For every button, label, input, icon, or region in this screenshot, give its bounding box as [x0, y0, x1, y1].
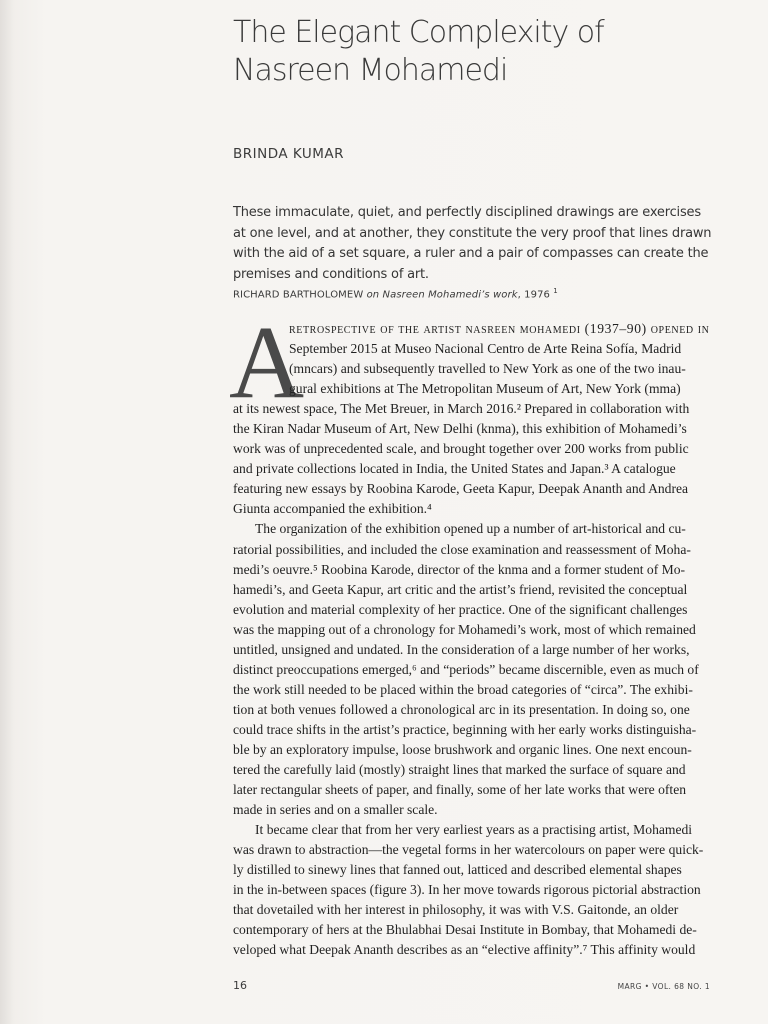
epigraph-line: premises and conditions of art.: [233, 266, 429, 282]
epigraph-credit: [233, 287, 558, 300]
epigraph-credit-work: Nasreen Mohamedi’s work: [382, 289, 518, 301]
body-line: ble by an exploratory impulse, loose brushwork and organic lines. One next encoun-: [233, 741, 692, 757]
body-line: medi’s oeuvre.⁵ Roobina Karode, director of the knma and a former student of Mo-: [233, 561, 686, 577]
body-line: It became clear that from her very earliest years as a practising artist, Mohamedi: [255, 822, 693, 838]
body-line: retrospective of the artist nasreen mohamedi (1937–90) opened in: [289, 321, 710, 336]
body-line: and private collections located in India, the United States and Japan.³ A catalogue: [233, 461, 676, 477]
body-line: ly distilled to sinewy lines that fanned out, latticed and described elemental shapes: [233, 862, 682, 878]
body-line: in the in-between spaces (figure 3). In her move towards rigorous pictorial abstraction: [233, 882, 701, 898]
article-body: [233, 319, 711, 961]
epigraph-line: with the aid of a set square, a ruler and a pair of compasses can create the: [233, 246, 709, 261]
body-line: at its newest space, The Met Breuer, in March 2016.² Prepared in collaboration with: [233, 401, 690, 417]
body-line: ratorial possibilities, and included the close examination and reassessment of Moha-: [233, 541, 691, 557]
body-line: September 2015 at Museo Nacional Centro de Arte Reina Sofía, Madrid: [289, 341, 682, 357]
body-line: was drawn to abstraction—the vegetal forms in her watercolours on paper were quick-: [233, 842, 704, 858]
footnote-ref: 1: [553, 287, 558, 295]
body-line: the work still needed to be placed within the broad categories of “circa”. The exhibi-: [233, 681, 693, 697]
running-footer: MARG • VOL. 68 NO. 1: [617, 982, 710, 991]
epigraph-credit-name: RICHARD BARTHOLOMEW: [233, 289, 364, 301]
body-line: contemporary of hers at the Bhulabhai Desai Institute in Bombay, that Mohamedi de-: [233, 922, 697, 938]
epigraph-line: at one level, and at another, they constitute the very proof that lines drawn: [233, 225, 712, 241]
gutter-shadow: [0, 0, 14, 1024]
epigraph-credit-year: , 1976: [517, 289, 551, 301]
epigraph-credit-on: on: [366, 289, 380, 301]
body-line: featuring new essays by Roobina Karode, Geeta Kapur, Deepak Ananth and Andrea: [233, 481, 689, 497]
body-line: made in series and on a smaller scale.: [233, 802, 438, 818]
body-line: tered the carefully laid (mostly) straight lines that marked the surface of square and: [233, 762, 686, 778]
page-number: 16: [233, 979, 247, 992]
article-title-line-1: The Elegant Complexity of: [233, 15, 604, 50]
author-byline: BRINDA KUMAR: [233, 146, 345, 162]
article-title-line-2: Nasreen Mohamedi: [233, 53, 508, 88]
body-line: that dovetailed with her interest in philosophy, it was with V.S. Gaitonde, an older: [233, 902, 679, 918]
epigraph-line: These immaculate, quiet, and perfectly disciplined drawings are exercises: [233, 205, 701, 220]
body-line: gural exhibitions at The Metropolitan Museum of Art, New York (mma): [289, 381, 681, 397]
body-line: untitled, unsigned and undated. In the consideration of a large number of her works,: [233, 641, 690, 657]
body-line: work was of unprecedented scale, and brought together over 200 works from public: [233, 441, 689, 457]
epigraph-quote: [233, 203, 733, 285]
body-line: the Kiran Nadar Museum of Art, New Delhi (knma), this exhibition of Mohamedi’s: [233, 421, 687, 437]
body-line: Giunta accompanied the exhibition.⁴: [233, 501, 432, 517]
body-line: tion at both venues followed a chronological arc in its presentation. In doing so, one: [233, 701, 690, 717]
body-line: later rectangular sheets of paper, and finally, some of her late works that were often: [233, 782, 687, 798]
body-line: veloped what Deepak Ananth describes as an “elective affinity”.⁷ This affinity would: [233, 942, 696, 958]
drop-cap: A: [229, 305, 305, 420]
body-line: hamedi’s, and Geeta Kapur, art critic and the artist’s friend, revisited the conceptual: [233, 581, 688, 597]
body-line: could trace shifts in the artist’s practice, beginning with her early works distinguisha-: [233, 721, 697, 737]
body-line: (mncars) and subsequently travelled to New York as one of the two inau-: [289, 361, 686, 377]
body-line: The organization of the exhibition opened up a number of art-historical and cu-: [255, 521, 686, 537]
article-title: [233, 14, 713, 90]
body-line: distinct preoccupations emerged,⁶ and “periods” became discernible, even as much of: [233, 661, 699, 677]
body-line: was the mapping out of a chronology for Mohamedi’s work, most of which remained: [233, 621, 696, 637]
body-line: evolution and material complexity of her practice. One of the significant challenges: [233, 601, 688, 617]
